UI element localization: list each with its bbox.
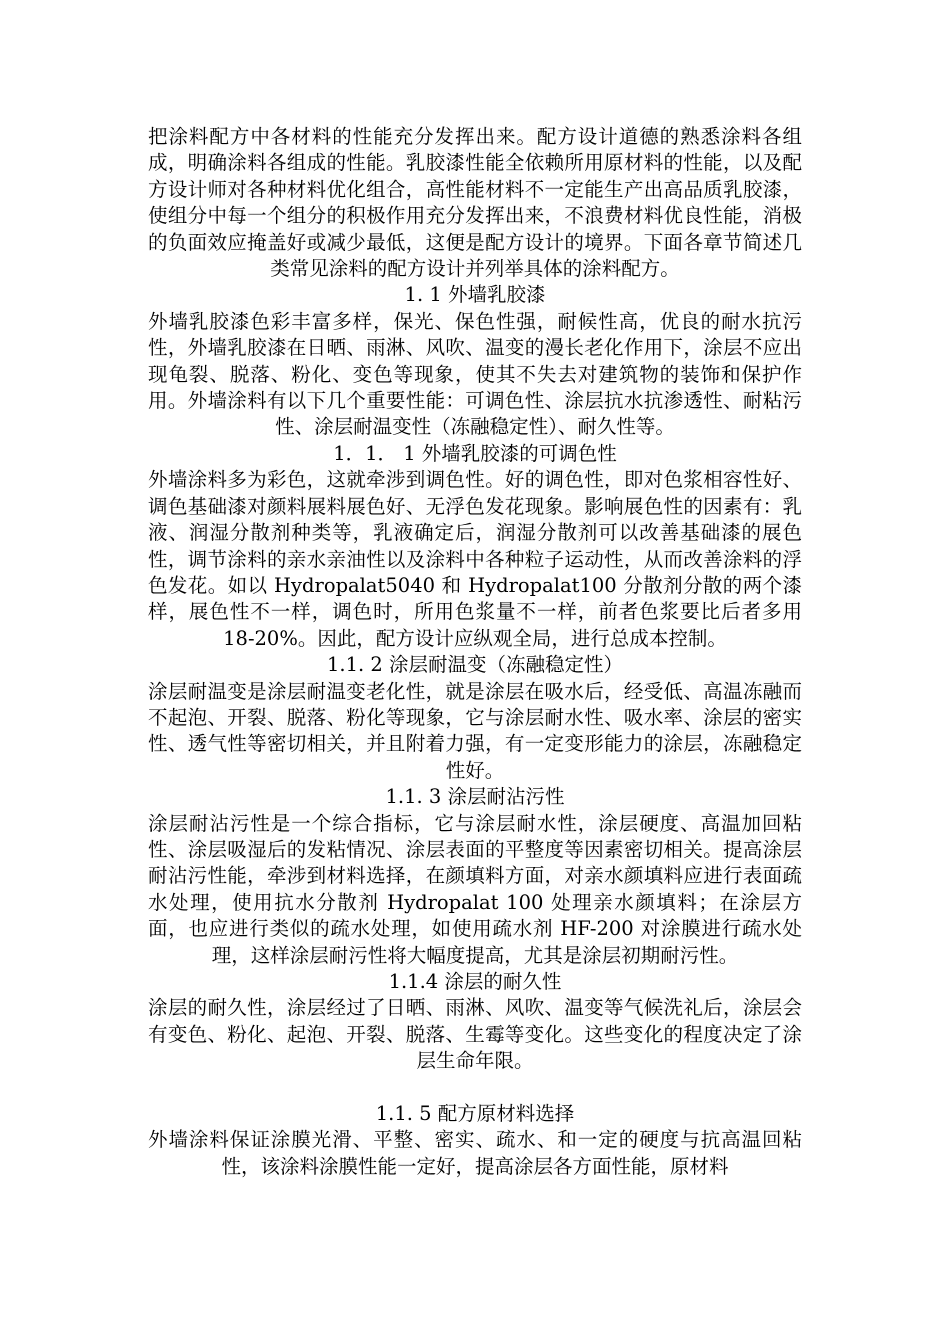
freeze-thaw-paragraph: 涂层耐温变是涂层耐温变老化性，就是涂层在吸水后，经受低、高温冻融而不起泡、开裂、脱落、粉化等现象，它与涂层耐水性、吸水率、涂层的密实性、透气性等密切相关，并且附着力强，有一定变形能力的涂层，冻融稳定性好。 — [148, 679, 802, 782]
section-heading-1-1-3: 1.1. 3 涂层耐沾污性 — [385, 785, 565, 809]
section-heading-1-1: 1. 1 外墙乳胶漆 — [404, 283, 546, 307]
raw-material-paragraph: 外墙涂料保证涂膜光滑、平整、密实、疏水、和一定的硬度与抗高温回粘性，该涂料涂膜性能一定好，提高涂层各方面性能，原材料 — [148, 1128, 802, 1178]
section-heading-1-1-4: 1.1.4 涂层的耐久性 — [388, 970, 562, 993]
section-heading-1-1-5: 1.1. 5 配方原材料选择 — [375, 1102, 575, 1126]
section-heading-1-1-2: 1.1. 2 涂层耐温变（冻融稳定性） — [326, 653, 623, 677]
dirt-resistance-paragraph: 涂层耐沾污性是一个综合指标，它与涂层耐水性，涂层硬度、高温加回粘性、涂层吸湿后的发粘情况、涂层表面的平整度等因素密切相关。提高涂层耐沾污性能，牵涉到材料选择，在颜填料方面，对亲水颜填料应进行表面疏水处理，使用抗水分散剂 Hydropalat 100 处理亲水颜填料；在涂层方面，也应进行类似的疏水处理，如使用疏水剂 HF-200 对涂膜进行疏水处理，这样涂层耐污性将大幅度提高，尤其是涂层初期耐污性。 — [148, 811, 802, 967]
blank-line — [148, 1075, 802, 1101]
intro-paragraph: 把涂料配方中各材料的性能充分发挥出来。配方设计道德的熟悉涂料各组成，明确涂料各组成的性能。乳胶漆性能全依赖所用原材料的性能，以及配方设计师对各种材料优化组合，高性能材料不一定能生产出高品质乳胶漆，使组分中每一个组分的积极作用充分发挥出来，不浪费材料优良性能，消极的负面效应掩盖好或减少最低，这便是配方设计的境界。下面各章节简述几类常见涂料的配方设计并列举具体的涂料配方。 — [148, 125, 802, 281]
tintability-paragraph: 外墙涂料多为彩色，这就牵涉到调色性。好的调色性，即对色浆相容性好、调色基础漆对颜料展料展色好、无浮色发花现象。影响展色性的因素有：乳液、润湿分散剂种类等，乳液确定后，润湿分散剂可以改善基础漆的展色性，调节涂料的亲水亲油性以及涂料中各种粒子运动性，从而改善涂料的浮色发花。如以 Hydropalat5040 和 Hydropalat100 分散剂分散的两个漆样，展色性不一样，调色时，所用色浆量不一样，前者色浆要比后者多用 18-20%。因此，配方设计应纵观全局，进行总成本控制。 — [148, 468, 802, 650]
durability-paragraph: 涂层的耐久性，涂层经过了日晒、雨淋、风吹、温变等气候洗礼后，涂层会有变色、粉化、起泡、开裂、脱落、生霉等变化。这些变化的程度决定了涂层生命年限。 — [148, 996, 802, 1073]
document-page — [148, 124, 802, 1180]
section-heading-1-1-1: 1．1． 1 外墙乳胶漆的可调色性 — [333, 441, 617, 465]
exterior-latex-paragraph: 外墙乳胶漆色彩丰富多样，保光、保色性强，耐候性高，优良的耐水抗污性，外墙乳胶漆在日晒、雨淋、风吹、温变的漫长老化作用下，涂层不应出现龟裂、脱落、粉化、变色等现象，使其不失去对建筑物的装饰和保护作用。外墙涂料有以下几个重要性能：可调色性、涂层抗水抗渗透性、耐粘污性、涂层耐温变性（冻融稳定性）、耐久性等。 — [148, 309, 802, 439]
